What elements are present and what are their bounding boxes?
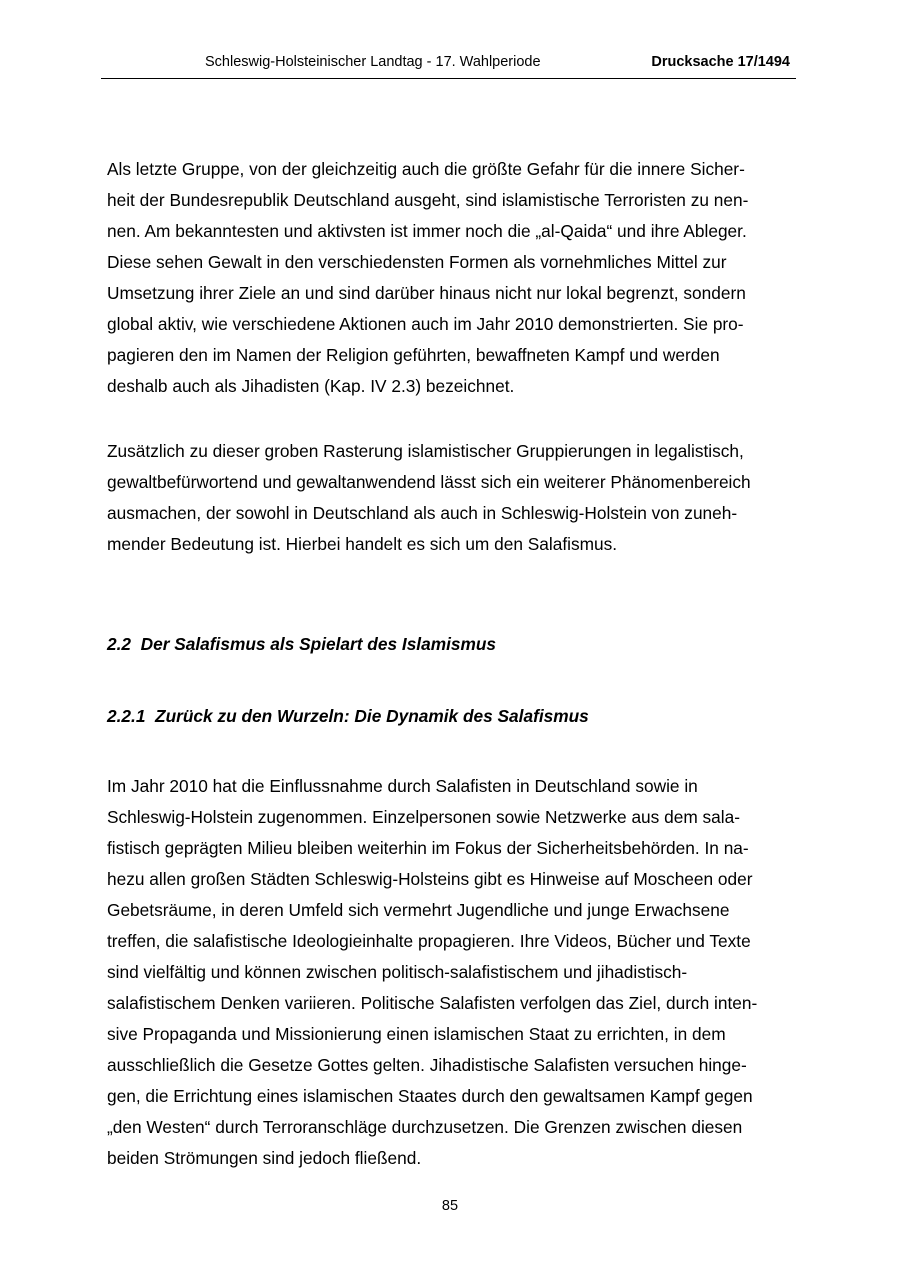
text-line: global aktiv, wie verschiedene Aktionen auch im Jahr 2010 demonstrierten. Sie pro- xyxy=(107,314,744,334)
text-line: sind vielfältig und können zwischen politisch-salafistischem und jihadistisch- xyxy=(107,962,688,982)
text-line: nen. Am bekanntesten und aktivsten ist immer noch die „al-Qaida“ und ihre Ableger. xyxy=(107,221,747,241)
text-line: heit der Bundesrepublik Deutschland ausgeht, sind islamistische Terroristen zu nen- xyxy=(107,190,749,210)
document-number: Drucksache 17/1494 xyxy=(651,54,790,70)
text-line: Zusätzlich zu dieser groben Rasterung islamistischer Gruppierungen in legalistisch, xyxy=(107,441,744,461)
page-number: 85 xyxy=(441,1198,459,1214)
text-line: gewaltbefürwortend und gewaltanwendend lässt sich ein weiterer Phänomenbereich xyxy=(107,472,751,492)
text-line: ausschließlich die Gesetze Gottes gelten. Jihadistische Salafisten versuchen hinge- xyxy=(107,1055,747,1075)
paragraph-salafism-intro xyxy=(107,436,807,560)
text-line: sive Propaganda und Missionierung einen islamischen Staat zu errichten, in dem xyxy=(107,1024,726,1044)
paragraph-salafism-dynamics xyxy=(107,771,807,1174)
subsection-heading: 2.2.1 Zurück zu den Wurzeln: Die Dynamik des Salafismus xyxy=(107,706,589,726)
text-line: ausmachen, der sowohl in Deutschland als auch in Schleswig-Holstein von zuneh- xyxy=(107,503,738,523)
text-line: gen, die Errichtung eines islamischen Staates durch den gewaltsamen Kampf gegen xyxy=(107,1086,753,1106)
paragraph-terrorists xyxy=(107,154,807,402)
text-line: Gebetsräume, in deren Umfeld sich vermehrt Jugendliche und junge Erwachsene xyxy=(107,900,730,920)
text-line: Diese sehen Gewalt in den verschiedensten Formen als vornehmliches Mittel zur xyxy=(107,252,727,272)
text-line: hezu allen großen Städten Schleswig-Holsteins gibt es Hinweise auf Moscheen oder xyxy=(107,869,753,889)
header-title: Schleswig-Holsteinischer Landtag - 17. Wahlperiode xyxy=(205,54,541,70)
text-line: Als letzte Gruppe, von der gleichzeitig auch die größte Gefahr für die innere Sicher- xyxy=(107,159,745,179)
text-line: fistisch geprägten Milieu bleiben weiterhin im Fokus der Sicherheitsbehörden. In na- xyxy=(107,838,749,858)
section-heading: 2.2 Der Salafismus als Spielart des Islamismus xyxy=(107,634,497,654)
page-header xyxy=(101,52,796,79)
text-line: Im Jahr 2010 hat die Einflussnahme durch Salafisten in Deutschland sowie in xyxy=(107,776,698,796)
text-line: salafistischem Denken variieren. Politische Salafisten verfolgen das Ziel, durch inten- xyxy=(107,993,758,1013)
text-line: treffen, die salafistische Ideologieinhalte propagieren. Ihre Videos, Bücher und Texte xyxy=(107,931,751,951)
text-line: Umsetzung ihrer Ziele an und sind darüber hinaus nicht nur lokal begrenzt, sondern xyxy=(107,283,746,303)
text-line: „den Westen“ durch Terroranschläge durchzusetzen. Die Grenzen zwischen diesen xyxy=(107,1117,743,1137)
text-line: Schleswig-Holstein zugenommen. Einzelpersonen sowie Netzwerke aus dem sala- xyxy=(107,807,740,827)
text-line: beiden Strömungen sind jedoch fließend. xyxy=(107,1148,422,1168)
text-line: mender Bedeutung ist. Hierbei handelt es sich um den Salafismus. xyxy=(107,534,618,554)
text-line: pagieren den im Namen der Religion geführten, bewaffneten Kampf und werden xyxy=(107,345,720,365)
text-line: deshalb auch als Jihadisten (Kap. IV 2.3) bezeichnet. xyxy=(107,376,515,396)
